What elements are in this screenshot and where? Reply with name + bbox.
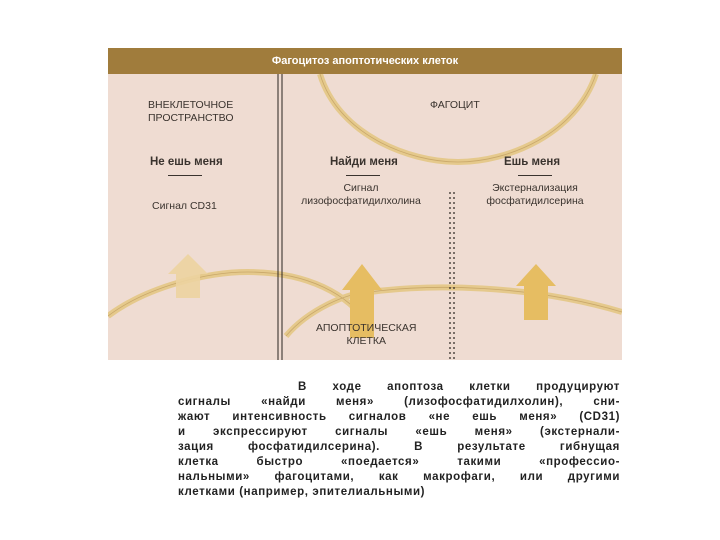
caption-line: В ходе апоптоза клетки продуцируют	[298, 381, 620, 393]
caption-line: и экспрессируют сигналы «ешь меня» (экстернали-	[178, 426, 620, 438]
rule-eat-me	[518, 175, 552, 176]
caption-line: нальными» фагоцитами, как макрофаги, или другими	[178, 471, 620, 483]
extracellular-label: ВНЕКЛЕТОЧНОЕ ПРОСТРАНСТВО	[148, 99, 234, 124]
signal-find-me: Сигнал лизофосфатидилхолина	[301, 182, 421, 207]
diagram-panel	[108, 74, 622, 360]
signal-dont-eat-me: Сигнал CD31	[152, 200, 217, 212]
signal-eat-me: Экстернализация фосфатидилсерина	[486, 182, 584, 207]
caption-line: зация фосфатидилсерина). В результате гибнущая	[178, 441, 620, 453]
apoptotic-cell-membrane-left	[108, 272, 370, 326]
heading-eat-me: Ешь меня	[504, 156, 561, 168]
phagocyte-membrane	[320, 74, 596, 162]
caption-line: сигналы «найди меня» (лизофосфатидилхолин), сни-	[178, 396, 620, 408]
phagocytosis-figure	[108, 48, 622, 360]
heading-find-me: Найди меня	[330, 156, 398, 168]
phagocyte-label: ФАГОЦИТ	[430, 99, 480, 111]
caption-line: клетками (например, эпителиальными)	[178, 486, 426, 498]
figure-title: Фагоцитоз апоптотических клеток	[108, 48, 622, 74]
figure-caption	[178, 380, 620, 500]
apoptotic-cell-label: АПОПТОТИЧЕСКАЯ КЛЕТКА	[316, 322, 417, 347]
rule-dont-eat-me	[168, 175, 202, 176]
caption-line: жают интенсивность сигналов «не ешь меня» (CD31)	[178, 411, 620, 423]
heading-dont-eat-me: Не ешь меня	[150, 156, 223, 168]
rule-find-me	[346, 175, 380, 176]
caption-line: клетка быстро «поедается» такими «профессио-	[178, 456, 620, 468]
